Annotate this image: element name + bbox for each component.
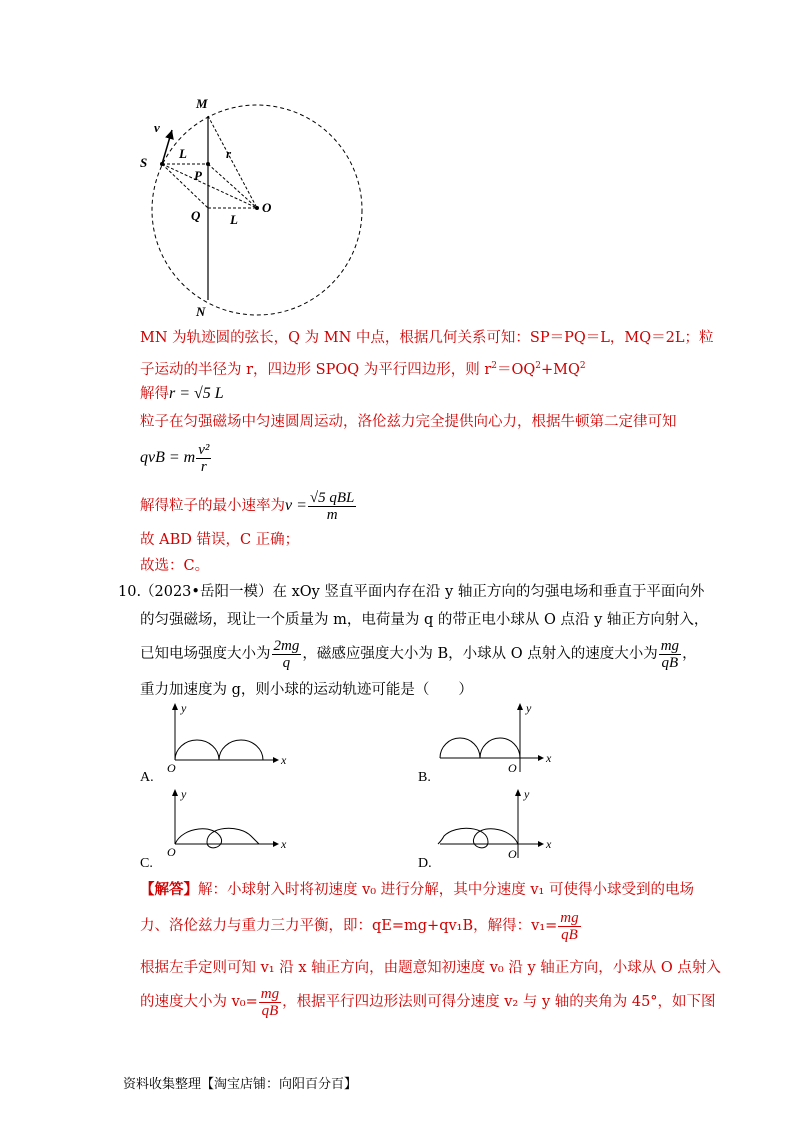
option-b-graph[interactable] xyxy=(430,700,560,780)
option-d-label[interactable]: D. xyxy=(418,856,432,871)
a-y-label: y xyxy=(181,701,187,715)
seg-so xyxy=(162,164,257,208)
label-n: N xyxy=(196,304,206,319)
label-o: O xyxy=(262,200,272,215)
a-trajectory xyxy=(175,740,263,760)
v-den: m xyxy=(326,506,338,523)
c-y-arrow xyxy=(172,789,178,796)
speed-frac xyxy=(659,638,681,671)
field-den: q xyxy=(282,654,291,671)
ans10-v1-frac xyxy=(558,910,580,943)
point-o xyxy=(255,206,259,210)
ans10-v1-den: qB xyxy=(561,926,578,943)
b-origin: O xyxy=(508,761,517,775)
ans10-line4-a: 的速度大小为 v₀= xyxy=(140,994,258,1010)
point-p xyxy=(206,162,210,166)
b-y-label: y xyxy=(526,701,532,715)
q10-line4: 重力加速度为 g，则小球的运动轨迹可能是（ ） xyxy=(140,682,473,698)
q10-line2: 的匀强磁场，现让一个质量为 m，电荷量为 q 的带正电小球从 O 点沿 y 轴正方向射入， xyxy=(140,612,709,628)
sol9-eq-newton xyxy=(140,438,212,478)
a-y-arrow xyxy=(172,703,178,710)
ans10-line2-a: 力、洛伦兹力与重力三力平衡，即：qE=mg+qv₁B，解得：v₁= xyxy=(140,918,558,934)
b-y-arrow xyxy=(517,703,523,710)
option-c-label[interactable]: C. xyxy=(140,856,153,871)
sol9-line3 xyxy=(140,384,224,404)
a-origin: O xyxy=(167,761,176,775)
d-trajectory xyxy=(438,828,518,848)
option-a-label[interactable]: A. xyxy=(140,770,154,785)
field-frac xyxy=(272,638,302,671)
sol9-line6-prefix: 解得粒子的最小速率为 xyxy=(140,498,285,514)
d-y-arrow xyxy=(515,789,521,796)
d-origin: O xyxy=(508,847,517,861)
q10-line1: （2023•岳阳一模）在 xOy 竖直平面内存在沿 y 轴正方向的匀强电场和垂直于平面向外 xyxy=(140,584,705,600)
v-frac xyxy=(308,490,357,523)
label-m: M xyxy=(196,96,208,111)
label-q: Q xyxy=(191,208,201,223)
seg-po xyxy=(208,164,257,208)
option-b-label[interactable]: B. xyxy=(418,770,431,785)
d-x-arrow xyxy=(538,841,544,847)
speed-den: qB xyxy=(661,654,679,671)
sol9-line7: 故 ABD 错误，C 正确； xyxy=(140,532,300,548)
sup-3: 2 xyxy=(579,361,586,371)
sol9-line2-b: ＝OQ xyxy=(497,361,536,378)
sol9-line2-c: +MQ xyxy=(541,361,580,378)
v-lhs: v = xyxy=(285,497,307,514)
b-x-arrow xyxy=(538,755,544,761)
velocity-arrow xyxy=(162,130,172,164)
label-l-bottom: L xyxy=(230,212,238,227)
sol9-line3-prefix: 解得 xyxy=(140,386,169,402)
option-c-graph[interactable] xyxy=(155,786,295,866)
ans10-tag: 【解答】 xyxy=(140,881,198,898)
c-y-label: y xyxy=(181,787,187,801)
label-v: v xyxy=(154,120,160,135)
c-trajectory xyxy=(175,828,259,848)
ans10-line2 xyxy=(140,906,582,946)
ans10-line1 xyxy=(140,880,694,900)
eq-den: r xyxy=(200,458,207,475)
label-s: S xyxy=(140,155,148,170)
sup-2: 2 xyxy=(535,361,542,371)
eq-num: v² xyxy=(198,441,210,458)
eq-frac xyxy=(196,442,211,475)
q10-line3-a: 已知电场强度大小为 xyxy=(140,646,271,662)
a-x-label: x xyxy=(281,753,287,767)
ans10-v0-frac xyxy=(259,986,281,1019)
q10-line3-b: ，磁感应强度大小为 B，小球从 O 点射入的速度大小为 xyxy=(302,646,658,662)
eq-lhs: qvB = m xyxy=(140,449,196,466)
page-footer: 资料收集整理【淘宝店铺：向阳百分百】 xyxy=(123,1077,358,1092)
option-a-graph[interactable] xyxy=(155,700,295,780)
ans10-v0-den: qB xyxy=(261,1002,279,1019)
field-num: 2mg xyxy=(273,637,300,654)
sol9-line2-a: 子运动的半径为 r，四边形 SPOQ 为平行四边形，则 r xyxy=(140,361,492,378)
a-x-arrow xyxy=(273,757,279,763)
sol9-line1: MN 为轨迹圆的弦长，Q 为 MN 中点，根据几何关系可知：SP＝PQ＝L，MQ＝2L；粒 xyxy=(140,330,714,346)
b-x-label: x xyxy=(546,751,552,765)
seg-mo xyxy=(208,116,257,208)
q10-line3-c: ， xyxy=(682,646,697,662)
ans10-line3: 根据左手定则可知 v₁ 沿 x 轴正方向，由题意知初速度 v₀ 沿 y 轴正方向，小球从 O 点射入 xyxy=(140,960,721,976)
d-y-label: y xyxy=(524,787,530,801)
speed-num: mg xyxy=(660,637,680,654)
sol9-line6 xyxy=(140,486,357,526)
v-num: √5 qBL xyxy=(309,489,355,506)
q10-number: 10. xyxy=(118,584,142,600)
option-d-graph[interactable] xyxy=(430,786,560,866)
label-r: r xyxy=(226,146,232,161)
sol9-result-r: r = √5 L xyxy=(169,385,224,402)
q10-line3 xyxy=(140,634,697,674)
sol9-line4: 粒子在匀强磁场中匀速圆周运动，洛伦兹力完全提供向心力，根据牛顿第二定律可知 xyxy=(140,414,677,430)
c-x-arrow xyxy=(273,841,279,847)
sol9-line8: 故选：C。 xyxy=(140,558,210,574)
sol9-line2 xyxy=(140,356,586,380)
ans10-v0-num: mg xyxy=(260,985,280,1002)
c-origin: O xyxy=(167,845,176,859)
d-x-label: x xyxy=(546,837,552,851)
label-p: P xyxy=(194,168,202,183)
sup-1: 2 xyxy=(491,361,497,371)
ans10-line4 xyxy=(140,982,716,1022)
circle-trajectory-diagram xyxy=(130,90,380,330)
ans10-line1-text: 解：小球射入时将初速度 v₀ 进行分解，其中分速度 v₁ 可使得小球受到的电场 xyxy=(198,882,694,898)
ans10-line4-b: ，根据平行四边形法则可得分速度 v₂ 与 y 轴的夹角为 45°，如下图 xyxy=(282,994,716,1010)
ans10-v1-num: mg xyxy=(560,909,579,926)
label-l-top: L xyxy=(179,146,187,161)
c-x-label: x xyxy=(281,837,287,851)
point-s xyxy=(160,162,164,166)
b-trajectory xyxy=(440,738,520,758)
